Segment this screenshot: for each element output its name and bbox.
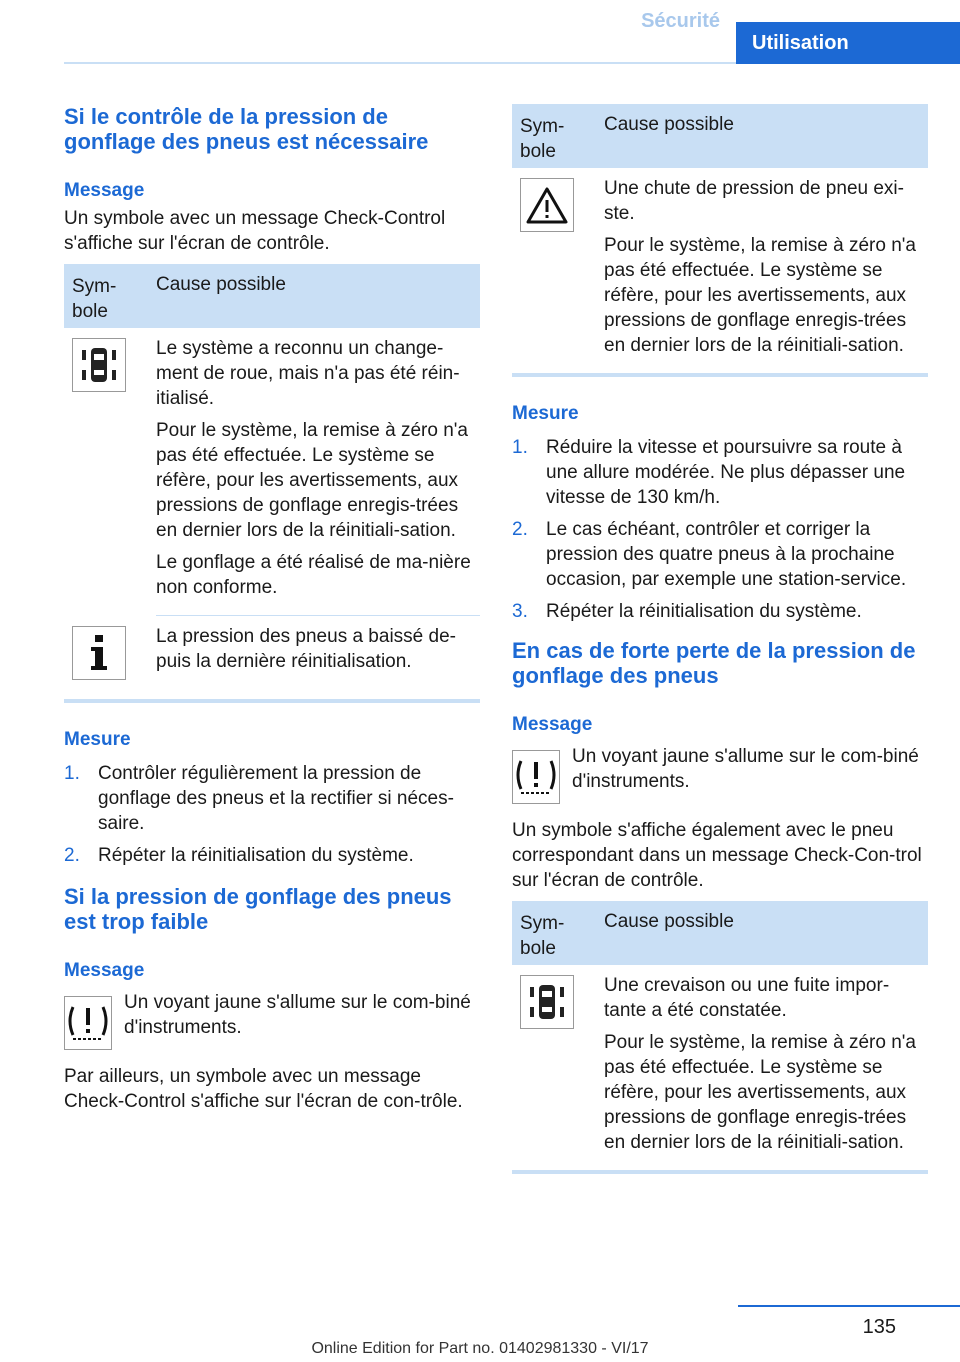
paragraph: Un symbole s'affiche également avec le pneu correspondant dans un message Check-Con-trol sur l'écran de contrôle. <box>512 820 922 891</box>
warning-text: Un voyant jaune s'allume sur le com-biné d'instruments. <box>572 746 919 792</box>
symbol-table <box>512 901 928 1174</box>
table-end <box>64 699 480 703</box>
list-item: 2. Répéter la réinitialisation du système. <box>64 845 414 866</box>
message-label: Message <box>512 714 593 735</box>
cause-text: Une chute de pression de pneu exi-ste. <box>604 178 904 224</box>
tire-pressure-warning-icon <box>64 996 112 1050</box>
info-icon <box>72 626 126 680</box>
section-heading: Si la pression de gonflage des pneus est trop faible <box>64 884 452 934</box>
footer-line <box>738 1305 960 1307</box>
table-end <box>512 373 928 377</box>
symbol-table <box>512 104 928 377</box>
warning-text: Un voyant jaune s'allume sur le com-biné d'instruments. <box>124 992 471 1038</box>
list-item: 3. Répéter la réinitialisation du système. <box>512 601 862 622</box>
cause-text: Pour le système, la remise à zéro n'a pas été effectuée. Le système se réfère, pour les avertissements, aux pressions de gonflage enregis-trées en dernier lors de la réinitiali-sation. <box>604 1032 916 1153</box>
col-cause-header: Cause possible <box>156 274 286 295</box>
car-wheel-icon <box>520 975 574 1029</box>
tire-pressure-warning-icon <box>512 750 560 804</box>
list-item: 1. Contrôler régulièrement la pression de gonflage des pneus et la rectifier si néces-saire. <box>64 763 454 834</box>
warning-message <box>512 744 928 804</box>
steps-list <box>512 435 928 624</box>
table-end <box>512 1170 928 1174</box>
col-symbol-header: Sym- bole <box>520 913 565 959</box>
mesure-label: Mesure <box>512 403 579 424</box>
table-row <box>64 616 480 699</box>
table-header <box>64 264 480 328</box>
tab-securite[interactable]: Sécurité <box>641 10 720 32</box>
section-heading: Si le contrôle de la pression de gonflage des pneus est nécessaire <box>64 104 429 154</box>
list-item: 1. Réduire la vitesse et poursuivre sa route à une allure modérée. Ne plus dépasser une vitesse de 130 km/h. <box>512 437 906 508</box>
table-header <box>512 901 928 965</box>
left-column <box>64 100 480 1114</box>
col-symbol-header: Sym- bole <box>520 116 565 162</box>
paragraph: Par ailleurs, un symbole avec un message Check-Control s'affiche sur l'écran de con-trôle. <box>64 1066 463 1112</box>
warning-triangle-icon <box>520 178 574 232</box>
cause-text: Une crevaison ou une fuite impor-tante a été constatée. <box>604 975 890 1021</box>
cause-text: Pour le système, la remise à zéro n'a pas été effectuée. Le système se réfère, pour les avertissements, aux pressions de gonflage enregis-trées en dernier lors de la réinitiali-sation. <box>604 235 916 356</box>
col-cause-header: Cause possible <box>604 911 734 932</box>
col-symbol-header: Sym- bole <box>72 276 117 322</box>
symbol-table <box>64 264 480 703</box>
cause-text: Le système a reconnu un change-ment de roue, mais n'a pas été réin-itialisé. <box>156 338 460 409</box>
page-number: 135 <box>862 1316 896 1338</box>
car-wheel-icon <box>72 338 126 392</box>
steps-list <box>64 761 480 868</box>
message-text: Un symbole avec un message Check-Control s'affiche sur l'écran de contrôle. <box>64 208 446 254</box>
right-column <box>512 100 928 1174</box>
section-heading: En cas de forte perte de la pression de gonflage des pneus <box>512 638 916 688</box>
edition-footer: Online Edition for Part no. 01402981330 - VI/17 <box>311 1340 649 1357</box>
table-row <box>512 965 928 1170</box>
table-row <box>64 328 480 615</box>
message-label: Message <box>64 180 145 201</box>
list-item: 2. Le cas échéant, contrôler et corriger la pression des quatre pneus à la prochaine occasion, par exemple une station-service. <box>512 519 907 590</box>
tab-utilisation[interactable]: Utilisation <box>736 22 960 64</box>
cause-text: Le gonflage a été réalisé de ma-nière non conforme. <box>156 552 471 598</box>
table-header <box>512 104 928 168</box>
table-row <box>512 168 928 373</box>
message-label: Message <box>64 960 145 981</box>
col-cause-header: Cause possible <box>604 114 734 135</box>
cause-text: La pression des pneus a baissé de-puis la dernière réinitialisation. <box>156 626 456 672</box>
cause-text: Pour le système, la remise à zéro n'a pas été effectuée. Le système se réfère, pour les avertissements, aux pressions de gonflage enregis-trées en dernier lors de la réinitiali-sation. <box>156 420 468 541</box>
warning-message <box>64 990 480 1050</box>
mesure-label: Mesure <box>64 729 131 750</box>
